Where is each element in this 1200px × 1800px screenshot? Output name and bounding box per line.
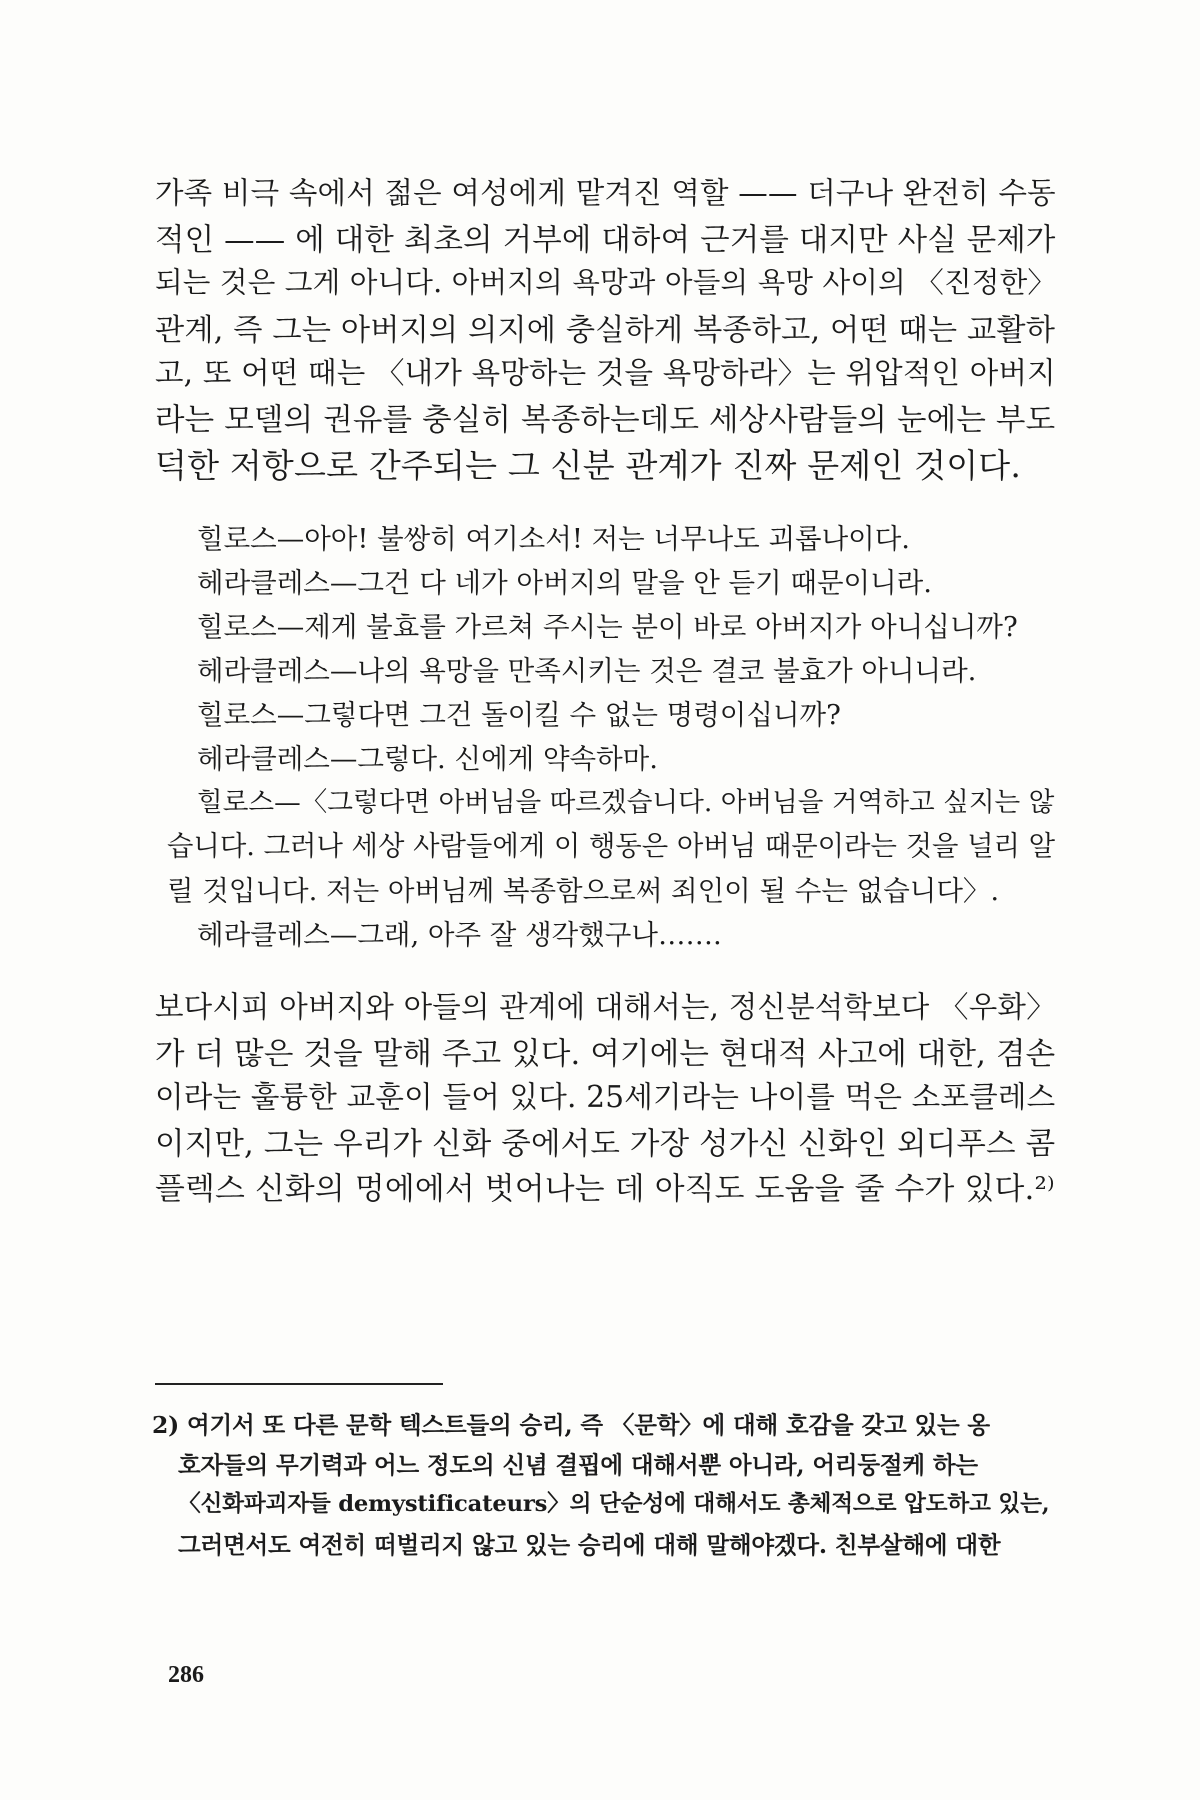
text-line: 덕한 저항으로 간주되는 그 신분 관계가 진짜 문제인 것이다.	[155, 446, 1022, 485]
dialogue-line: 힐로스—아아! 불쌍히 여기소서! 저는 너무나도 괴롭나이다.	[197, 523, 911, 555]
dialogue-line: 헤라클레스—그래, 아주 잘 생각했구나…….	[197, 919, 722, 951]
footnote-line: 호자들의 무기력과 어느 정도의 신념 결핍에 대해서뿐 아니라, 어리둥절케 하는	[178, 1451, 978, 1479]
dialogue-line: 습니다. 그러나 세상 사람들에게 이 행동은 아버님 때문이라는 것을 널리 알	[167, 831, 1056, 862]
page-number: 286	[168, 1662, 204, 1688]
footnote-line: 〈신화파괴자들 demystificateurs〉의 단순성에 대해서도 총체적으로 압도하고 있는,	[178, 1491, 1050, 1517]
text-line: 되는 것은 그게 아니다. 아버지의 욕망과 아들의 욕망 사이의 〈진정한〉	[155, 265, 1057, 299]
dialogue-line: 헤라클레스—그렇다. 신에게 약속하마.	[197, 743, 658, 775]
text-line: 관계, 즉 그는 아버지의 의지에 충실하게 복종하고, 어떤 때는 교활하	[155, 313, 1056, 348]
text-line: 적인 —— 에 대한 최초의 거부에 대하여 근거를 대지만 사실 문제가	[155, 223, 1056, 258]
text-line: 이라는 훌륭한 교훈이 들어 있다. 25세기라는 나이를 먹은 소포클레스	[155, 1080, 1056, 1114]
text-line: 플렉스 신화의 멍에에서 벗어나는 데 아직도 도움을 줄 수가 있다.²⁾	[155, 1171, 1055, 1207]
text-line: 고, 또 어떤 때는 〈내가 욕망하는 것을 욕망하라〉는 위압적인 아버지	[155, 356, 1056, 390]
footnote-line: 2) 여기서 또 다른 문학 텍스트들의 승리, 즉 〈문학〉에 대해 호감을 갖고 있는 옹	[152, 1411, 990, 1439]
dialogue-line: 힐로스—그렇다면 그건 돌이킬 수 없는 명령이십니까?	[197, 699, 841, 731]
footnote-line: 그러면서도 여전히 떠벌리지 않고 있는 승리에 대해 말해야겠다. 친부살해에 대한	[178, 1531, 1001, 1559]
dialogue-line: 헤라클레스—나의 욕망을 만족시키는 것은 결코 불효가 아니니라.	[197, 655, 977, 687]
dialogue-line: 힐로스—제게 불효를 가르쳐 주시는 분이 바로 아버지가 아니십니까?	[197, 611, 1018, 643]
text-line: 라는 모델의 권유를 충실히 복종하는데도 세상사람들의 눈에는 부도	[155, 403, 1056, 438]
dialogue-line: 힐로스—〈그렇다면 아버님을 따르겠습니다. 아버님을 거역하고 싶지는 않	[197, 787, 1055, 818]
footnote-rule	[155, 1383, 443, 1385]
text-line: 이지만, 그는 우리가 신화 중에서도 가장 성가신 신화인 외디푸스 콤	[155, 1127, 1056, 1162]
text-line: 가족 비극 속에서 젊은 여성에게 맡겨진 역할 —— 더구나 완전히 수동	[155, 176, 1056, 210]
dialogue-line: 릴 것입니다. 저는 아버님께 복종함으로써 죄인이 될 수는 없습니다〉.	[167, 875, 1000, 907]
text-line: 보다시피 아버지와 아들의 관계에 대해서는, 정신분석학보다 〈우화〉	[155, 990, 1056, 1024]
dialogue-line: 헤라클레스—그건 다 네가 아버지의 말을 안 듣기 때문이니라.	[197, 567, 932, 599]
text-line: 가 더 많은 것을 말해 주고 있다. 여기에는 현대적 사고에 대한, 겸손	[155, 1037, 1056, 1072]
